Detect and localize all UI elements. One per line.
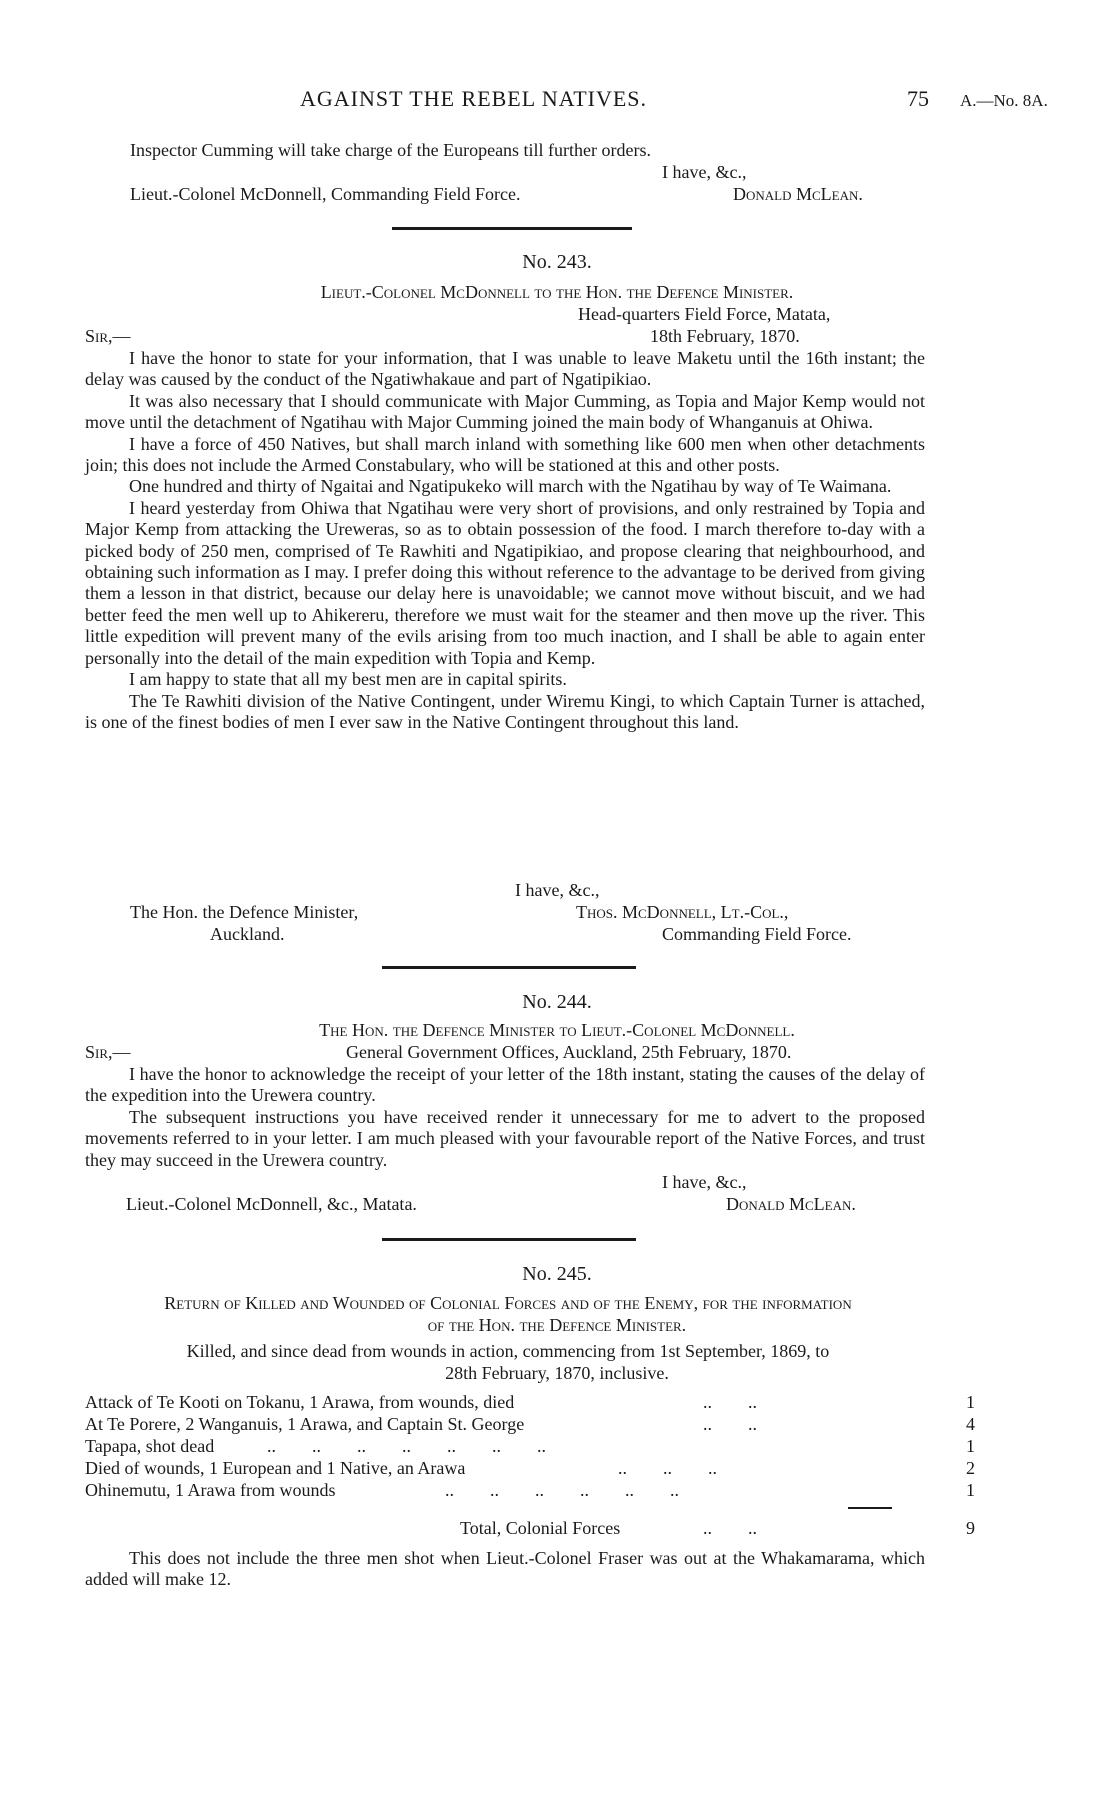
intro-signature: Donald McLean. [733,184,863,204]
letter-243-signature-line2: Commanding Field Force. [662,924,852,944]
letter-244-place-date: General Government Offices, Auckland, 25th February, 1870. [346,1042,792,1062]
letter-243-addressee-line2: Auckland. [210,924,285,944]
total-row [85,1518,975,1540]
letter-243-paragraph: I have a force of 450 Natives, but shall march inland with something like 600 men when other detachments join; this does not include the Armed Constabulary, who will be stationed at this and other posts. [85,433,925,476]
row-description: Died of wounds, 1 European and 1 Native, an Arawa [85,1458,466,1478]
letter-244-addressee: Lieut.-Colonel McDonnell, &c., Matata. [126,1194,417,1214]
return-245-note: This does not include the three men shot when Lieut.-Colonel Fraser was out at the Whakamarama, which added will make 12. [85,1548,925,1590]
letter-243-paragraph: I have the honor to state for your information, that I was unable to leave Maketu until the 16th instant; the delay was caused by the conduct of the Ngatiwhakaue and part of Ngatipikiao. [85,348,925,390]
intro-closing: I have, &c., [662,162,747,182]
row-count: 4 [966,1414,975,1434]
letter-243-closing: I have, &c., [515,880,600,900]
letter-244-salutation: Sir,— [85,1042,131,1062]
intro-addressee: Lieut.-Colonel McDonnell, Commanding Field Force. [130,184,521,204]
section-divider [392,227,632,230]
letter-243-paragraph: I am happy to state that all my best men are in capital spirits. [129,669,567,690]
letter-243-paragraph: It was also necessary that I should communicate with Major Cumming, as Topia and Major Kemp would not move until the detachment of Ngatihau with Major Cumming joined the main body of Whanganuis at Ohiwa. [85,390,925,433]
return-245-subheading-line2: 28th February, 1870, inclusive. [445,1363,669,1383]
letter-244-heading: The Hon. the Defence Minister to Lieut.-Colonel McDonnell. [319,1020,795,1040]
page-number: 75 [907,86,929,111]
letter-243-addressee-line1: The Hon. the Defence Minister, [130,902,359,922]
letter-243-paragraph: I heard yesterday from Ohiwa that Ngatihau were very short of provisions, and only restrained by Topia and Major Kemp from attacking the Ureweras, so as to obtain possession of the food. I march therefore to-day with a picked body of 250 men, comprised of Te Rawhiti and Ngatipikiao, and propose clearing that neighbourhood, and obtaining such information as I may. I prefer doing this without reference to the advantage to be derived from giving them a lesson in that district, because our delay here is unavoidable; we cannot move without biscuit, and we had better feed the men well up to Ahikereru, therefore we must wait for the steamer and then move up the river. This little expedition will prevent many of the evils arising from too much inaction, and I shall be able to again enter personally into the detail of the main expedition with Topia and Kemp. [85,497,925,668]
letter-243-salutation: Sir,— [85,326,131,346]
total-leader-dots: .. .. [703,1518,757,1538]
row-leader-dots: .. .. [703,1392,757,1412]
row-leader-dots: .. .. .. [618,1458,717,1478]
letter-243-signature-line1: Thos. McDonnell, Lt.-Col., [576,902,789,922]
row-leader-dots: .. .. [703,1414,757,1434]
section-divider [382,966,636,969]
row-count: 1 [966,1436,975,1456]
letter-244-closing: I have, &c., [662,1172,747,1192]
return-245-subheading-line1: Killed, and since dead from wounds in action, commencing from 1st September, 1869, to [186,1341,830,1361]
return-245-number: No. 245. [522,1263,592,1285]
row-leader-dots: .. .. .. .. .. .. .. [267,1436,546,1456]
section-divider [382,1238,636,1241]
row-leader-dots: .. .. .. .. .. .. [445,1480,679,1500]
letter-243-heading: Lieut.-Colonel McDonnell to the Hon. the Defence Minister. [320,282,794,302]
return-245-heading-line1: Return of Killed and Wounded of Colonial Forces and of the Enemy, for the information [164,1293,852,1313]
table-row [85,1414,975,1436]
row-description: At Te Porere, 2 Wanganuis, 1 Arawa, and Captain St. George [85,1414,525,1434]
table-row [85,1458,975,1480]
page-header-title: AGAINST THE REBEL NATIVES. [300,86,648,111]
letter-244-paragraph: The subsequent instructions you have received render it unnecessary for me to advert to the proposed movements referred to in your letter. I am much pleased with your favourable report of the Native Forces, and trust they may succeed in the Urewera country. [85,1106,925,1170]
letter-244-paragraph: I have the honor to acknowledge the receipt of your letter of the 18th instant, stating the causes of the delay of the expedition into the Urewera country. [85,1064,925,1106]
row-count: 1 [966,1480,975,1500]
row-description: Attack of Te Kooti on Tokanu, 1 Arawa, from wounds, died [85,1392,515,1412]
letter-243-date: 18th February, 1870. [650,326,800,346]
row-count: 2 [966,1458,975,1478]
total-label: Total, Colonial Forces [460,1518,621,1538]
letter-243-place: Head-quarters Field Force, Matata, [578,304,831,324]
return-245-heading-line2: of the Hon. the Defence Minister. [427,1315,687,1335]
table-row [85,1436,975,1458]
intro-line: Inspector Cumming will take charge of the Europeans till further orders. [130,140,652,160]
row-count: 1 [966,1392,975,1412]
letter-243-body [85,348,925,733]
letter-244-signature: Donald McLean. [726,1194,856,1214]
row-description: Ohinemutu, 1 Arawa from wounds [85,1480,336,1500]
letter-243-paragraph: One hundred and thirty of Ngaitai and Ngatipukeko will march with the Ngatihau by way of Te Waimana. [129,476,892,497]
document-reference: A.—No. 8A. [960,91,1048,110]
letter-243-paragraph: The Te Rawhiti division of the Native Contingent, under Wiremu Kingi, to which Captain Turner is attached, is one of the finest bodies of men I ever saw in the Native Contingent throughout this land. [85,690,925,732]
total-rule [848,1507,892,1509]
table-row [85,1392,975,1414]
row-description: Tapapa, shot dead [85,1436,215,1456]
letter-244-number: No. 244. [522,991,592,1013]
total-count: 9 [966,1518,975,1538]
table-row [85,1480,975,1502]
letter-244-body [85,1064,925,1171]
letter-243-number: No. 243. [522,251,592,273]
